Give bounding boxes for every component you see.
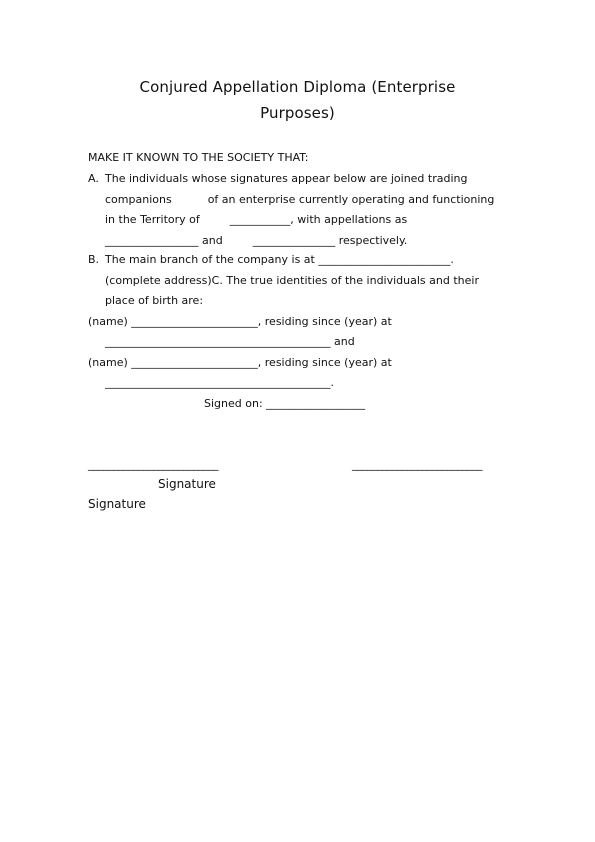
clause-a-line-3-part-2: ___________, with appellations as	[229, 213, 408, 226]
address-line-1: _________________________________________ and	[105, 335, 355, 348]
signature-line-right: __________________________	[352, 458, 482, 471]
intro-text: MAKE IT KNOWN TO THE SOCIETY THAT:	[88, 151, 309, 164]
signature-label-2: Signature	[88, 497, 146, 511]
clause-b-line-3: place of birth are:	[105, 294, 204, 307]
clause-a-line-4-part-1: _________________ and	[105, 233, 223, 247]
clause-b-line-1: The main branch of the company is at ________________________.	[105, 253, 454, 266]
document-title	[0, 74, 595, 126]
clause-a-line-2	[105, 190, 508, 211]
clause-a-line-2-part-2: of an enterprise currently operating and functioning	[207, 192, 495, 206]
clause-a-line-4	[105, 231, 508, 252]
clause-a-line-3	[105, 210, 508, 231]
title-line-2: Purposes)	[260, 104, 335, 122]
address-line-2: _________________________________________.	[105, 376, 334, 389]
clause-b	[88, 250, 508, 312]
clause-a-content	[105, 169, 508, 251]
clause-a	[88, 169, 508, 251]
signature-line-left: __________________________	[88, 458, 218, 471]
clause-b-marker: B.	[88, 253, 100, 266]
clause-a-line-3-part-1: in the Territory of	[105, 213, 200, 226]
clause-b-line-2: (complete address)C. The true identities of the individuals and their	[105, 273, 479, 287]
name-line-2: (name) _______________________, residing since (year) at	[88, 356, 392, 369]
signed-on-line: Signed on: __________________	[204, 397, 366, 410]
clause-a-marker: A.	[88, 172, 99, 185]
clause-b-content	[105, 250, 508, 312]
clause-a-line-2-part-1: companions	[105, 192, 172, 206]
title-line-1: Conjured Appellation Diploma (Enterprise	[139, 78, 456, 96]
signature-label-1: Signature	[158, 477, 216, 491]
clause-a-line-1: The individuals whose signatures appear below are joined trading	[105, 172, 468, 185]
clause-a-line-4-part-2: _______________ respectively.	[252, 233, 408, 247]
name-line-1: (name) _______________________, residing since (year) at	[88, 315, 392, 328]
